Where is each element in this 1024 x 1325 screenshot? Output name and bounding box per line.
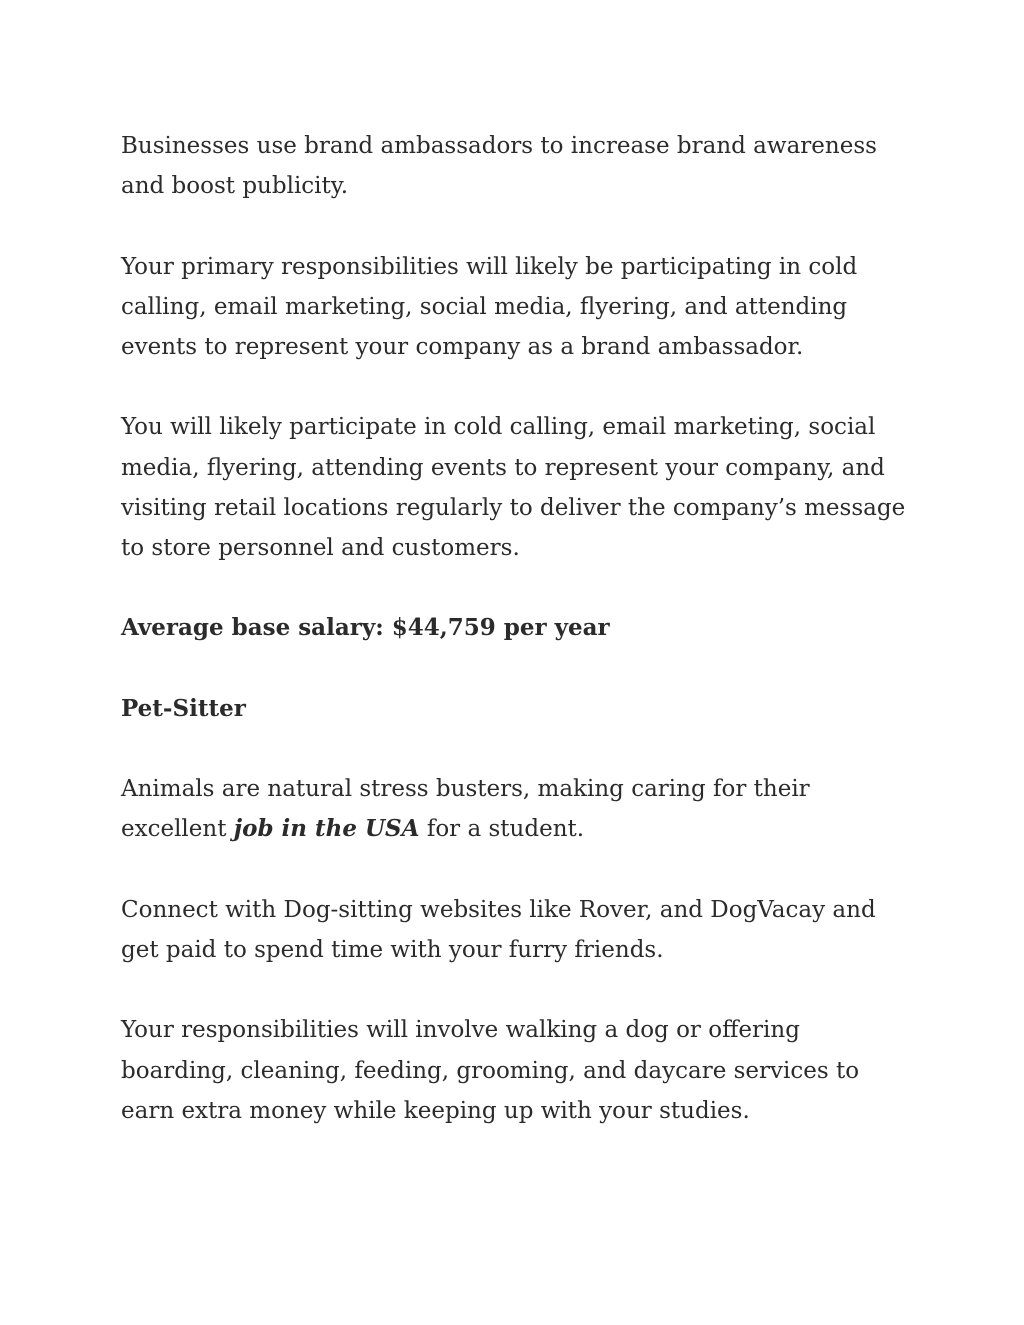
paragraph-brand-ambassador-intro: Businesses use brand ambassadors to increase brand awareness and boost publicity. xyxy=(121,133,877,200)
paragraph-participation-details: You will likely participate in cold calling, email marketing, social media, flyering, attending events to represent your company, and visiting retail locations regularly to deliver the company’s message to store personnel and customers. xyxy=(121,414,906,561)
pet-sitter-heading: Pet-Sitter xyxy=(121,694,246,722)
pet-intro-text-before: Animals are natural stress busters, making caring for their excellent xyxy=(121,776,810,843)
paragraph-primary-responsibilities: Your primary responsibilities will likely be participating in cold calling, email marketing, social media, flyering, and attending events to represent your company as a brand ambassador. xyxy=(121,253,858,360)
pet-intro-text-after: for a student. xyxy=(426,816,585,843)
paragraph-pet-sitter-intro xyxy=(121,769,911,849)
paragraph-pet-responsibilities: Your responsibilities will involve walking a dog or offering boarding, cleaning, feeding, grooming, and daycare services to earn extra money while keeping up with your studies. xyxy=(121,1017,860,1124)
job-in-usa-link[interactable]: job in the USA xyxy=(233,815,420,843)
paragraph-dog-sitting-websites: Connect with Dog-sitting websites like Rover, and DogVacay and get paid to spend time with your furry friends. xyxy=(121,896,876,963)
document-page xyxy=(121,126,911,1171)
salary-heading: Average base salary: $44,759 per year xyxy=(121,614,610,642)
